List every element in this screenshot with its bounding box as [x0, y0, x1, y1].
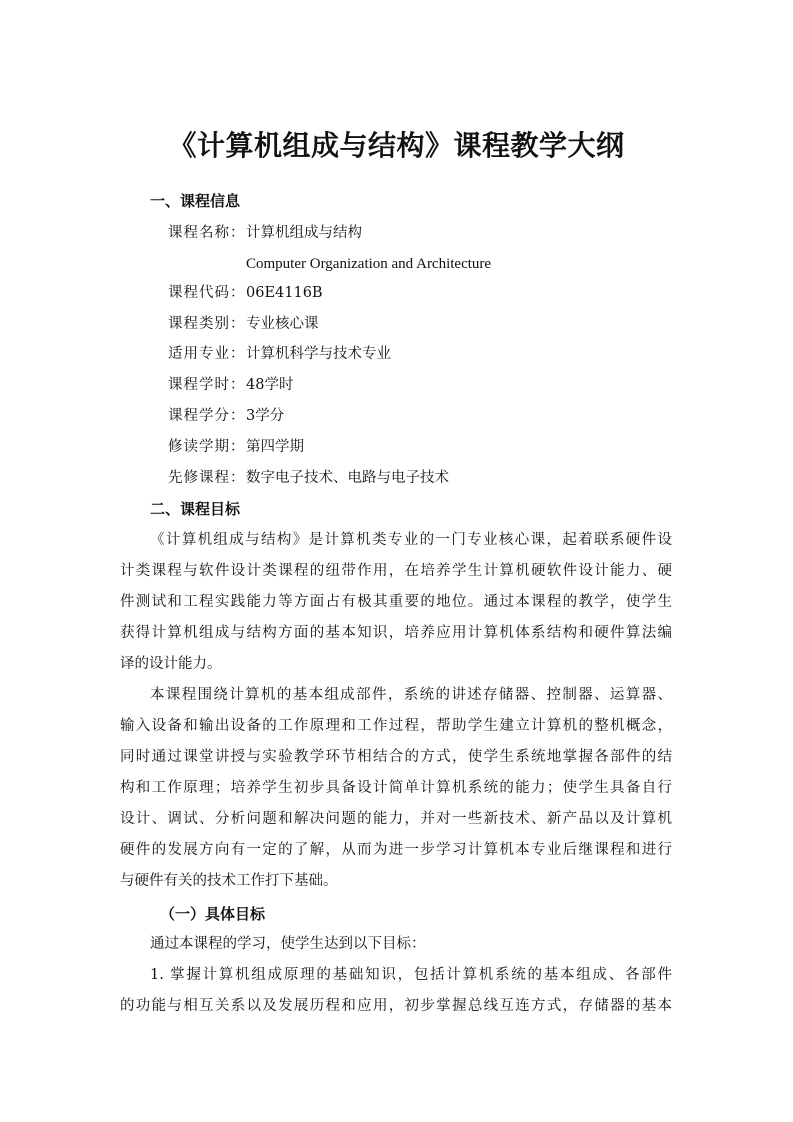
info-row [168, 467, 449, 489]
document-title: 《计算机组成与结构》课程教学大纲 [168, 129, 625, 162]
paragraph-line: 计类课程与软件设计类课程的纽带作用，在培养学生计算机硬软件设计能力、硬 [120, 563, 672, 579]
goals-intro: 通过本课程的学习，使学生达到以下目标： [150, 936, 426, 952]
paragraph-line: 设计、调试、分析问题和解决问题的能力，并对一些新技术、新产品以及计算机 [120, 811, 672, 827]
paragraph-line: 同时通过课堂讲授与实验教学环节相结合的方式，使学生系统地掌握各部件的结 [120, 749, 672, 765]
info-value: 06E4116B [246, 285, 323, 301]
paragraph-line: 输入设备和输出设备的工作原理和工作过程，帮助学生建立计算机的整机概念， [120, 718, 672, 734]
info-row [168, 405, 284, 427]
info-value: Computer Organization and Architecture [246, 256, 492, 272]
info-row [168, 343, 391, 365]
paragraph-line: 本课程围绕计算机的基本组成部件，系统的讲述存储器、控制器、运算器、 [150, 687, 672, 703]
info-row [168, 222, 362, 244]
paragraph-line: 获得计算机组成与结构方面的基本知识，培养应用计算机体系结构和硬件算法编 [120, 625, 672, 641]
info-value: 计算机组成与结构 [246, 225, 362, 241]
info-label: 适用专业： [168, 346, 246, 362]
paragraph-line: 构和工作原理；培养学生初步具备设计简单计算机系统的能力；使学生具备自行 [120, 780, 672, 796]
section-heading-course-info: 一、课程信息 [150, 192, 241, 210]
info-row [168, 282, 323, 304]
paragraph-line: 译的设计能力。 [120, 656, 222, 672]
info-label: 课程学分： [168, 408, 246, 424]
sub-heading-specific-goals: （一）具体目标 [160, 905, 266, 923]
section-heading-course-goals: 二、课程目标 [150, 500, 241, 518]
info-value: 48学时 [246, 377, 294, 393]
info-value: 3学分 [246, 408, 285, 424]
info-row [168, 374, 293, 396]
info-label: 课程代码： [168, 285, 246, 301]
info-value: 计算机科学与技术专业 [246, 346, 391, 362]
paragraph-line: 与硬件有关的技术工作打下基础。 [120, 873, 338, 889]
info-value: 数字电子技术、电路与电子技术 [246, 470, 449, 486]
paragraph-line: 《计算机组成与结构》是计算机类专业的一门专业核心课，起着联系硬件设 [150, 532, 672, 548]
paragraph-line: 硬件的发展方向有一定的了解，从而为进一步学习计算机本专业后继课程和进行 [120, 842, 672, 858]
info-value: 专业核心课 [246, 316, 319, 332]
paragraph-line: 的功能与相互关系以及发展历程和应用，初步掌握总线互连方式，存储器的基本 [120, 998, 672, 1014]
info-label: 修读学期： [168, 439, 246, 455]
paragraph-line: 1. 掌握计算机组成原理的基础知识，包括计算机系统的基本组成、各部件 [150, 967, 672, 983]
info-label: 先修课程： [168, 470, 246, 486]
info-label: 课程名称： [168, 225, 246, 241]
paragraph-line: 件测试和工程实践能力等方面占有极其重要的地位。通过本课程的教学，使学生 [120, 594, 672, 610]
info-row [168, 313, 319, 335]
info-label: 课程类别： [168, 316, 246, 332]
info-row [168, 436, 304, 458]
info-label: 课程学时： [168, 377, 246, 393]
info-value: 第四学期 [246, 439, 304, 455]
info-row [168, 253, 491, 275]
